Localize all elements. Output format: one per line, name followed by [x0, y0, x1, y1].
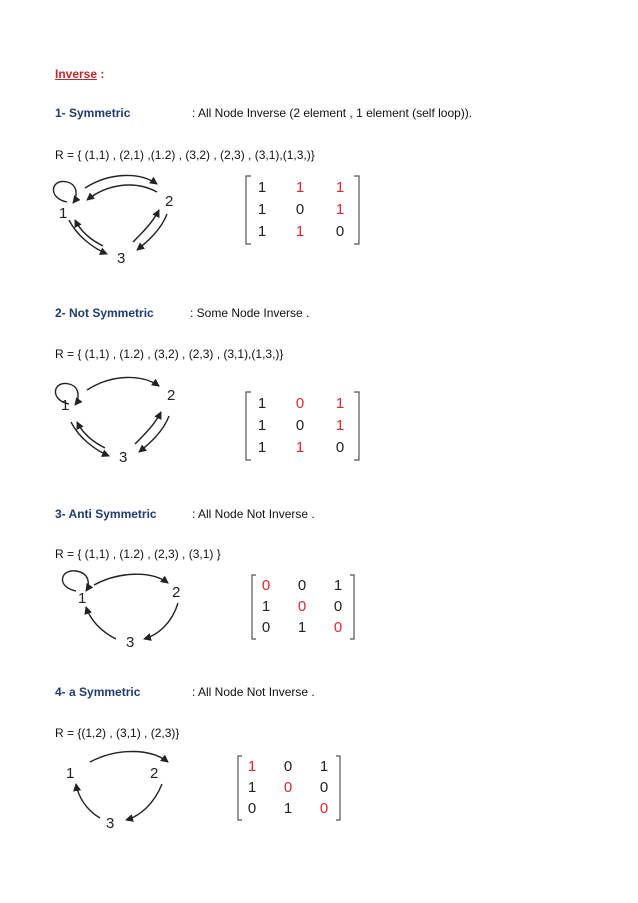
section-4-graph: [62, 748, 212, 843]
edge-3-1: [76, 784, 100, 818]
node-3: 3: [126, 634, 135, 651]
matrix-right-bracket: [354, 392, 359, 460]
section-4-relation: R = {(1,2) , (3,1) , (2,3)}: [55, 726, 180, 740]
edge-2-3: [144, 603, 178, 639]
matrix-cell: 1: [295, 439, 305, 456]
matrix-cell: 1: [335, 417, 345, 434]
section-4-matrix: [236, 754, 346, 827]
matrix-cell: 0: [261, 619, 271, 636]
matrix-cell: 0: [261, 577, 271, 594]
matrix-cell: 1: [335, 201, 345, 218]
edge-2-1: [87, 185, 157, 200]
section-2-graph: [47, 372, 197, 477]
matrix-cell: 0: [319, 779, 329, 796]
edge-2-3: [139, 416, 169, 452]
matrix-cell: 1: [333, 577, 343, 594]
heading-title: Inverse: [55, 67, 98, 81]
section-2-label: 2- Not Symmetric: [55, 306, 154, 320]
edge-3-1: [86, 607, 116, 639]
section-3-matrix: [250, 573, 360, 646]
matrix-right-bracket: [350, 575, 354, 639]
matrix-cell: 1: [261, 598, 271, 615]
heading-suffix: :: [97, 67, 105, 81]
edge-3-2: [135, 412, 161, 444]
matrix-cell: 0: [295, 417, 305, 434]
section-3-label: 3- Anti Symmetric: [55, 507, 157, 521]
edge-1-2: [90, 752, 168, 763]
matrix-cell: 1: [257, 417, 267, 434]
matrix-cell: 1: [319, 758, 329, 775]
matrix-cell: 1: [257, 439, 267, 456]
matrix-cell: 1: [257, 395, 267, 412]
matrix-cell: 1: [257, 179, 267, 196]
matrix-left-bracket: [252, 575, 256, 639]
section-3-relation: R = { (1,1) , (1.2) , (2,3) , (3,1) }: [55, 547, 221, 561]
matrix-right-bracket: [336, 756, 340, 820]
node-2: 2: [167, 387, 176, 404]
section-2-matrix: [244, 390, 364, 467]
matrix-cell: 0: [283, 779, 293, 796]
matrix-cell: 0: [333, 598, 343, 615]
matrix-cell: 0: [333, 619, 343, 636]
section-4-label: 4- a Symmetric: [55, 685, 141, 699]
edge-2-3: [126, 784, 162, 820]
matrix-cell: 1: [283, 800, 293, 817]
matrix-left-bracket: [238, 756, 242, 820]
matrix-cell: 1: [335, 395, 345, 412]
matrix-cell: 0: [283, 758, 293, 775]
node-1: 1: [59, 205, 68, 222]
node-3: 3: [119, 449, 128, 466]
matrix-cell: 1: [247, 758, 257, 775]
edge-3-2: [133, 210, 159, 242]
matrix-cell: 0: [295, 395, 305, 412]
edge-3-1: [77, 422, 105, 448]
matrix-left-bracket: [246, 176, 251, 244]
node-1: 1: [78, 590, 87, 607]
matrix-cell: 0: [335, 439, 345, 456]
matrix-cell: 0: [319, 800, 329, 817]
section-1-relation: R = { (1,1) , (2,1) ,(1.2) , (3,2) , (2,3) , (3,1),(1,3,)}: [55, 148, 315, 162]
section-2-description: : Some Node Inverse .: [190, 306, 310, 320]
node-1: 1: [66, 765, 75, 782]
edge-1-2: [94, 574, 168, 585]
section-4-description: : All Node Not Inverse .: [192, 685, 315, 699]
section-2-relation: R = { (1,1) , (1.2) , (3,2) , (2,3) , (3,1),(1,3,)}: [55, 347, 284, 361]
node-2: 2: [165, 193, 174, 210]
matrix-cell: 0: [247, 800, 257, 817]
page-heading: [55, 67, 104, 81]
node-3: 3: [106, 815, 115, 832]
edge-2-3: [137, 214, 167, 250]
node-1: 1: [61, 397, 70, 414]
edge-1-1: [53, 181, 76, 203]
edge-1-1: [62, 571, 88, 591]
matrix-cell: 0: [297, 577, 307, 594]
node-2: 2: [150, 765, 159, 782]
section-1-label: 1- Symmetric: [55, 106, 131, 120]
section-3-description: : All Node Not Inverse .: [192, 507, 315, 521]
matrix-cell: 0: [295, 201, 305, 218]
section-1-description: : All Node Inverse (2 element , 1 element (self loop)).: [192, 106, 473, 120]
matrix-cell: 1: [335, 179, 345, 196]
edge-1-2: [87, 377, 159, 390]
section-1-matrix: [244, 174, 364, 251]
matrix-cell: 1: [297, 619, 307, 636]
node-2: 2: [172, 584, 181, 601]
node-3: 3: [117, 250, 126, 267]
matrix-cell: 1: [247, 779, 257, 796]
matrix-cell: 1: [295, 223, 305, 240]
matrix-cell: 1: [257, 201, 267, 218]
matrix-cell: 1: [295, 179, 305, 196]
matrix-cell: 0: [297, 598, 307, 615]
section-3-graph: [60, 567, 210, 662]
matrix-right-bracket: [354, 176, 359, 244]
matrix-cell: 1: [257, 223, 267, 240]
section-1-graph: [45, 170, 195, 275]
edge-3-1: [75, 220, 103, 246]
matrix-left-bracket: [246, 392, 251, 460]
matrix-cell: 0: [335, 223, 345, 240]
